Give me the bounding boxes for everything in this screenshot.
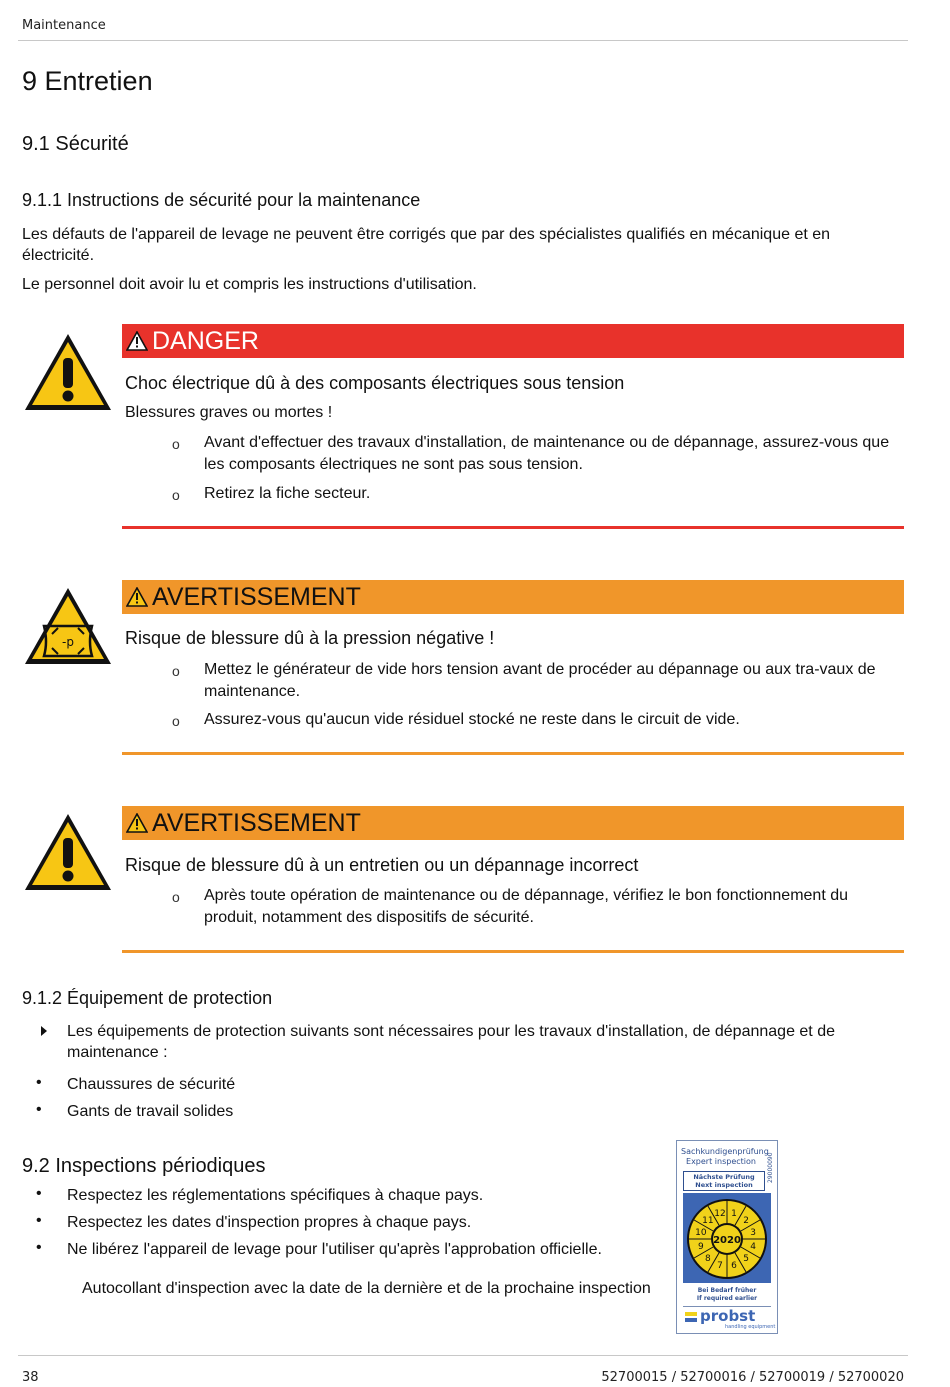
seal-month-label: 5 <box>743 1254 749 1265</box>
pressure-item-1: Mettez le générateur de vide hors tension avant de procéder au dépannage ou aux tra-vaux de maintenance. <box>204 661 876 700</box>
warning-banner-pressure <box>122 580 904 614</box>
list-bullet: • <box>36 1212 42 1229</box>
triangle-right-icon <box>40 1025 48 1037</box>
inspection-sticker <box>676 1140 778 1334</box>
subsection-title-safety-instructions: 9.1.1 Instructions de sécurité pour la maintenance <box>22 190 421 210</box>
list-item-official-approval: Ne libérez l'appareil de levage pour l'utiliser qu'après l'approbation officielle. <box>67 1241 602 1258</box>
seal-month-label: 7 <box>717 1261 723 1272</box>
pressure-item-bullet: o <box>172 713 180 729</box>
maintenance-bottom-rule <box>122 950 904 953</box>
warning-label: AVERTISSEMENT <box>152 583 361 611</box>
warning-triangle-icon <box>126 587 148 607</box>
sticker-note-de: Bei Bedarf früher <box>697 1287 757 1294</box>
svg-text:-p: -p <box>62 635 74 649</box>
protective-equipment-intro: Les équipements de protection suivants sont nécessaires pour les travaux d'installation, de dépannage et de maintenance : <box>67 1023 835 1061</box>
seal-month-label: 3 <box>750 1228 756 1238</box>
warning-triangle-icon <box>22 810 114 894</box>
list-item-regulations: Respectez les réglementations spécifiques à chaque pays. <box>67 1187 484 1204</box>
seal-month-label: 10 <box>695 1228 707 1238</box>
list-item-work-gloves: Gants de travail solides <box>67 1103 234 1120</box>
danger-item-bullet: o <box>172 436 180 452</box>
list-bullet: • <box>36 1185 42 1202</box>
probst-tagline: handling equipment <box>725 1324 776 1330</box>
probst-logo-mark-icon <box>685 1312 699 1324</box>
danger-label: DANGER <box>152 327 259 355</box>
danger-risk-text: Choc électrique dû à des composants électriques sous tension <box>125 373 625 393</box>
pressure-bottom-rule <box>122 752 904 755</box>
header-rule <box>18 40 908 41</box>
seal-month-label: 8 <box>705 1254 711 1265</box>
warning-triangle-icon <box>126 813 148 833</box>
sticker-year: 2020 <box>713 1235 741 1246</box>
seal-month-label: 11 <box>702 1215 714 1226</box>
pressure-risk-text: Risque de blessure dû à la pression négative ! <box>125 628 495 648</box>
sticker-next-en: Next inspection <box>695 1181 753 1189</box>
list-bullet: • <box>36 1074 42 1091</box>
sticker-side-code: 29000090 <box>767 1152 774 1183</box>
sticker-note-en: If required earlier <box>696 1295 758 1302</box>
probst-logo-text: probst <box>700 1307 756 1325</box>
danger-item-2: Retirez la fiche secteur. <box>204 485 371 502</box>
warning-triangle-icon <box>22 330 114 414</box>
inspection-date-seal <box>683 1195 771 1283</box>
negative-pressure-warning-icon <box>22 584 114 668</box>
seal-month-label: 12 <box>714 1208 726 1219</box>
seal-month-label: 2 <box>743 1215 749 1226</box>
pressure-item-bullet: o <box>172 663 180 679</box>
danger-item-bullet: o <box>172 487 180 503</box>
danger-bottom-rule <box>122 526 904 529</box>
danger-consequence-text: Blessures graves ou mortes ! <box>125 404 333 421</box>
seal-month-label: 4 <box>750 1242 756 1252</box>
warning-banner-maintenance <box>122 806 904 840</box>
danger-item-1: Avant d'effectuer des travaux d'installation, de maintenance ou de dépannage, assurez-vous que les composants électriques ne sont pas sous tension. <box>204 434 890 473</box>
list-bullet: • <box>36 1239 42 1256</box>
maintenance-risk-text: Risque de blessure dû à un entretien ou un dépannage incorrect <box>125 855 639 875</box>
sticker-caption: Autocollant d'inspection avec la date de la dernière et de la prochaine inspection <box>82 1280 651 1297</box>
section-title-safety: 9.1 Sécurité <box>22 133 129 155</box>
page-number: 38 <box>22 1370 39 1385</box>
maintenance-item-1: Après toute opération de maintenance ou de dépannage, vérifiez le bon fonctionnement du produit, notamment des dispositifs de sécurité. <box>204 887 849 926</box>
paragraph-qualified-specialists: Les défauts de l'appareil de levage ne peuvent être corrigés que par des spécialistes qualifiés en mécanique et en électricité. <box>22 226 831 264</box>
warning-triangle-icon <box>126 331 148 351</box>
warning-label: AVERTISSEMENT <box>152 809 361 837</box>
document-references: 52700015 / 52700016 / 52700019 / 52700020 <box>601 1370 904 1385</box>
subsection-title-protective-equipment: 9.1.2 Équipement de protection <box>22 988 273 1008</box>
sticker-top-line2: Expert inspection <box>686 1157 756 1166</box>
pressure-item-2: Assurez-vous qu'aucun vide résiduel stocké ne reste dans le circuit de vide. <box>204 711 740 728</box>
seal-month-label: 9 <box>698 1242 704 1252</box>
seal-month-label: 6 <box>731 1261 737 1272</box>
chapter-title: 9 Entretien <box>22 66 153 96</box>
sticker-top-line1: Sachkundigenprüfung <box>681 1147 769 1156</box>
sticker-next-de: Nächste Prüfung <box>693 1173 755 1181</box>
list-bullet: • <box>36 1101 42 1118</box>
footer-rule <box>18 1355 908 1356</box>
danger-banner <box>122 324 904 358</box>
maintenance-item-bullet: o <box>172 889 180 905</box>
list-item-safety-shoes: Chaussures de sécurité <box>67 1076 236 1093</box>
list-item-inspection-dates: Respectez les dates d'inspection propres à chaque pays. <box>67 1214 472 1231</box>
seal-month-label: 1 <box>731 1208 737 1219</box>
section-title-periodic-inspections: 9.2 Inspections périodiques <box>22 1155 266 1177</box>
running-header: Maintenance <box>22 18 106 33</box>
paragraph-personnel: Le personnel doit avoir lu et compris les instructions d'utilisation. <box>22 276 477 293</box>
